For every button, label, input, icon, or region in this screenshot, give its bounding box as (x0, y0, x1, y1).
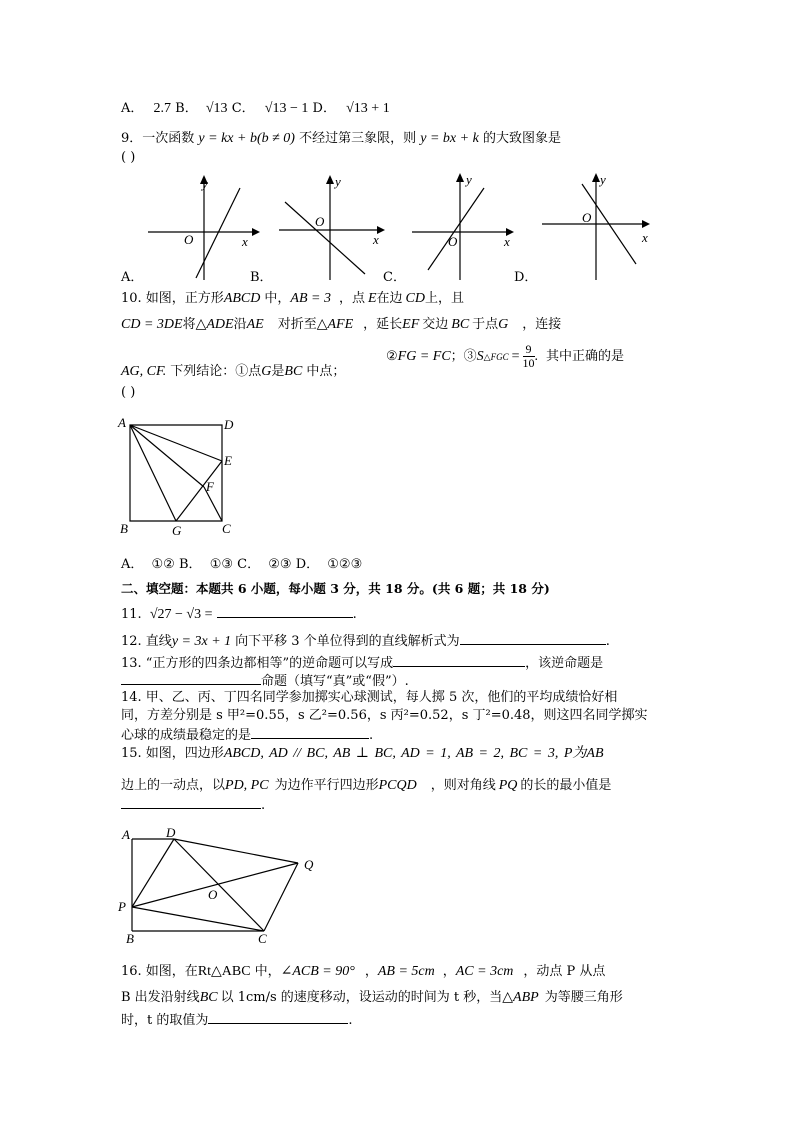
text: 边上的一动点，以 (121, 778, 226, 793)
q16-line-2 (121, 990, 623, 1007)
label-q: Q (304, 857, 314, 872)
q11 (121, 605, 357, 624)
axis-x-label: x (373, 232, 379, 247)
answer-blank[interactable] (393, 654, 525, 667)
text: 16. 如图，在 (121, 964, 198, 979)
math: ABCD (223, 291, 261, 306)
fraction (523, 343, 535, 370)
answer-blank[interactable] (121, 796, 261, 809)
q8-options (121, 101, 390, 118)
segment-ae (130, 425, 222, 461)
math: CD = 3DE (121, 317, 183, 332)
math: AC = 3cm (455, 964, 514, 979)
text: 时，t 的取值为 (121, 1013, 209, 1028)
text: 沿 (233, 317, 247, 332)
label-f: F (206, 479, 214, 494)
q8-option-b-value: √13 (205, 101, 228, 116)
segment-qc (264, 863, 298, 931)
math: △ADE (195, 317, 234, 332)
fraction-numerator: 9 (523, 343, 535, 357)
text: 上，且 (425, 291, 465, 306)
text: ， (364, 964, 378, 979)
math: E (367, 291, 377, 306)
q8-option-d-letter: D． (312, 101, 336, 116)
label-a: A (122, 827, 130, 842)
origin-label: O (315, 214, 325, 229)
text: ② (386, 349, 398, 365)
q9-stem (121, 131, 561, 148)
q9-answer-paren: ( ) (121, 150, 136, 165)
text: 13. “正方形的四条边都相等”的逆命题可以写成 (121, 656, 394, 671)
q15-line-1 (121, 746, 604, 763)
math: △AFE (316, 317, 354, 332)
text: ，该逆命题是 (525, 656, 604, 671)
origin-label: O (448, 234, 458, 249)
q8-option-d-value: √13 + 1 (346, 101, 390, 116)
q15-quadrilateral-figure (118, 825, 328, 945)
math: BC (284, 364, 303, 379)
answer-blank[interactable] (208, 1011, 348, 1024)
label-a: A (118, 415, 126, 430)
q16-line-1 (121, 964, 605, 981)
y-axis-arrow (592, 173, 600, 182)
math: S (476, 349, 484, 365)
q10-line-1 (121, 291, 464, 308)
label-p: P (118, 899, 126, 914)
q15-line-3 (121, 796, 265, 814)
q16-line-3 (121, 1011, 353, 1029)
q9-graph-d (538, 170, 663, 282)
origin-label: O (184, 232, 194, 247)
q8-option-a-value: 2.7 (153, 101, 172, 116)
math: FG = FC (397, 349, 451, 365)
label-b: B (120, 521, 128, 536)
math: G (261, 364, 272, 379)
text: 12. 直线 (121, 634, 172, 649)
text: ， (442, 964, 456, 979)
text: 将 (182, 317, 196, 332)
math: = (511, 349, 520, 365)
text: ，点 (338, 291, 365, 306)
q14-line-2: 同，方差分别是 s 甲²=0.55，s 乙²=0.56，s 丙²=0.52，s 丁²=0.48，则这四名同学掷实 (121, 708, 648, 723)
q9-option-c: C． (383, 270, 406, 285)
option-c-value: ②③ (268, 557, 292, 572)
text: 中点； (306, 364, 346, 379)
q10-line-2 (121, 317, 561, 334)
q13-line-2 (121, 672, 409, 690)
graph-line (196, 188, 240, 278)
math: AB = 3 (290, 291, 331, 306)
q14-line-3 (121, 726, 373, 744)
text: 中， (264, 291, 291, 306)
text: . (369, 728, 374, 743)
text: ，连接 (522, 317, 562, 332)
axis-y-label: y (335, 174, 341, 189)
text: ；③ (450, 349, 477, 365)
text: 其中正确的是 (546, 349, 625, 365)
label-o: O (208, 887, 218, 902)
text: . (261, 798, 266, 813)
text: ，动点 P 从点 (523, 964, 606, 979)
math: CD (405, 291, 425, 306)
axis-y-label: y (466, 172, 472, 187)
x-axis-arrow (252, 228, 260, 236)
option-d-value: ①②③ (327, 557, 363, 572)
segment-pd (132, 839, 174, 907)
text: . (348, 1013, 353, 1028)
text: 以 1cm/s 的速度移动，设运动的时间为 t 秒，当 (220, 990, 503, 1005)
axis-y-label: y (202, 176, 208, 191)
axis-x-label: x (642, 230, 648, 245)
math: AB = 5cm (377, 964, 435, 979)
label-e: E (224, 453, 232, 468)
option-b-letter: B． (178, 557, 202, 572)
text: . (352, 607, 357, 622)
axis-x-label: x (242, 234, 248, 249)
text: 10. 如图，正方形 (121, 291, 224, 306)
option-d-letter: D． (295, 557, 320, 572)
math: G (498, 317, 509, 332)
math: AE (246, 317, 264, 332)
text: ，延长 (363, 317, 403, 332)
y-axis-arrow (456, 173, 464, 182)
text: 是 (271, 364, 285, 379)
answer-blank[interactable] (251, 726, 369, 739)
segment-dq (174, 839, 298, 863)
text: . (605, 634, 610, 649)
option-a-letter: A． (121, 557, 144, 572)
text: 心球的成绩最稳定的是 (121, 728, 252, 743)
q10-options (121, 557, 362, 573)
text: ①点 (235, 364, 262, 379)
q9-formula-2: y = bx + k (420, 131, 479, 146)
math: PCQD (378, 778, 417, 793)
option-a-value: ①② (151, 557, 175, 572)
graph-line (428, 188, 484, 270)
answer-blank[interactable] (460, 632, 606, 645)
text: 于点 (472, 317, 499, 332)
text: 为等腰三角形 (544, 990, 623, 1005)
q12 (121, 632, 610, 651)
math: ABCD, AD // BC, AB ⊥ BC, AD = 1, AB = 2, BC = 3, P为AB (223, 746, 604, 761)
math: Rt△ABC (197, 964, 251, 979)
text: 15. 如图，四边形 (121, 746, 224, 761)
graph-line (285, 202, 365, 274)
text: 命题（填写“真”或“假”）. (261, 674, 409, 689)
q9-formula-1: y = kx + b(b ≠ 0) (198, 131, 295, 146)
math: ∠ACB = 90° (280, 964, 355, 979)
q10-line-3 (121, 364, 345, 381)
q10-answer-paren: ( ) (121, 385, 136, 400)
text: ，则对角线 (430, 778, 496, 793)
q9-option-b: B． (250, 270, 273, 285)
label-g: G (172, 523, 182, 538)
square-abcd (130, 425, 222, 521)
text: 下列结论： (170, 364, 236, 379)
math: AG, CF. (121, 364, 167, 379)
axis-x-label: x (504, 234, 510, 249)
q9-option-d: D． (514, 270, 538, 285)
label-c: C (258, 931, 267, 946)
q9-graph-b (275, 172, 395, 282)
label-b: B (126, 931, 134, 946)
q8-option-b-letter: B． (175, 101, 198, 116)
option-c-letter: C． (237, 557, 261, 572)
q13-line-1 (121, 654, 603, 672)
math: △ABP (502, 990, 539, 1005)
q9-number: 9．一次函数 (121, 131, 195, 146)
text: 在边 (376, 291, 403, 306)
math: EF (402, 317, 420, 332)
option-b-value: ①③ (209, 557, 233, 572)
q14-line-1: 14. 甲、乙、丙、丁四名同学参加掷实心球测试，每人掷 5 次，他们的平均成绩恰好相 (121, 690, 618, 705)
label-c: C (222, 521, 231, 536)
math-subscript: △FGC (483, 352, 509, 363)
math: . (534, 349, 538, 365)
segment-ag (130, 425, 176, 521)
q15-line-2 (121, 778, 611, 795)
q10-square-figure (118, 415, 248, 540)
q9-text-mid: 不经过第三象限，则 (299, 131, 417, 146)
q8-option-a-letter: A． (121, 101, 144, 116)
text: 为边作平行四边形 (274, 778, 379, 793)
text: 11. (121, 607, 142, 622)
math: BC (199, 990, 218, 1005)
q8-option-c-value: √13 − 1 (264, 101, 309, 116)
fraction-denominator: 10 (522, 356, 535, 371)
math: y = 3x + 1 (171, 634, 232, 649)
math: BC (451, 317, 470, 332)
q9-graph-c (408, 170, 528, 282)
axis-y-label: y (600, 172, 606, 187)
origin-label: O (582, 210, 592, 225)
text: B 出发沿射线 (121, 990, 200, 1005)
answer-blank[interactable] (217, 605, 353, 618)
text: 的长的最小值是 (520, 778, 612, 793)
q9-option-a: A． (121, 270, 144, 285)
text: 向下平移 3 个单位得到的直线解析式为 (235, 634, 460, 649)
math: PQ (498, 778, 518, 793)
label-d: D (224, 417, 234, 432)
answer-blank[interactable] (121, 672, 261, 685)
section-2-title: 二、填空题：本题共 6 小题，每小题 3 分，共 18 分。(共 6 题；共 18 分) (121, 581, 550, 596)
y-axis-arrow (326, 175, 334, 184)
text: 中， (254, 964, 281, 979)
text: 交边 (422, 317, 449, 332)
q8-option-c-letter: C． (231, 101, 255, 116)
label-d: D (166, 825, 176, 840)
segment-af (130, 425, 204, 487)
math: PD, PC (225, 778, 269, 793)
q9-graph-a (140, 172, 270, 282)
math: √27 − √3 = (149, 607, 213, 622)
q9-text-tail: 的大致图象是 (482, 131, 561, 146)
x-axis-arrow (642, 220, 650, 228)
text: 对折至 (277, 317, 317, 332)
q10-conclusions (386, 343, 624, 370)
